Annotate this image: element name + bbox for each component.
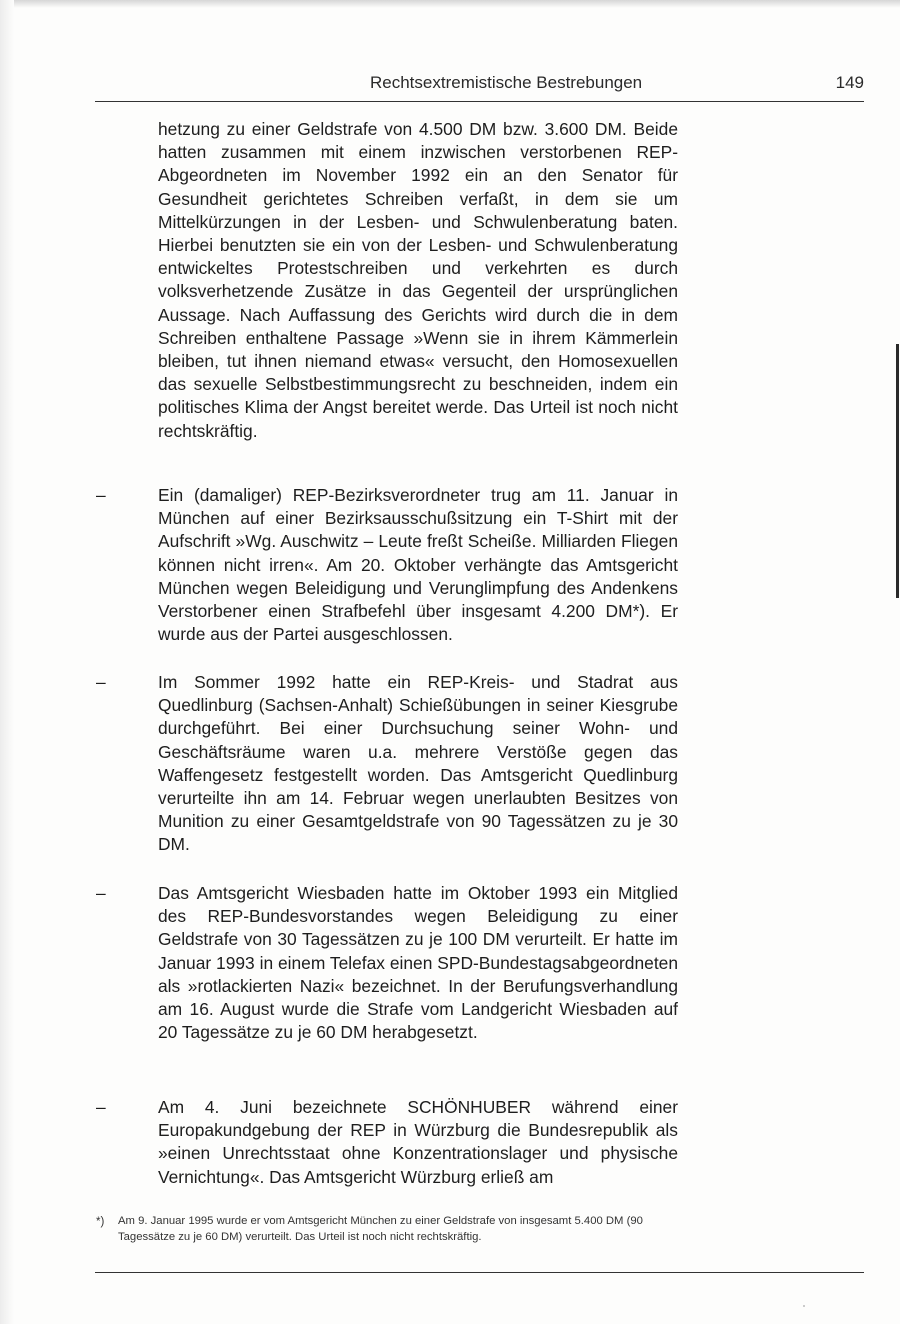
margin-change-bar — [896, 344, 899, 598]
list-dash: – — [96, 883, 106, 903]
running-title: Rechtsextremistische Bestrebungen — [370, 73, 643, 92]
footnote-text: Am 9. Januar 1995 wurde er vom Amtsgericht München zu einer Geldstrafe von insgesamt 5.400 DM (90 Tagessätze zu je 60 DM) verurteilt. Das Urteil ist noch nicht rechtskräftig. — [118, 1215, 643, 1243]
scan-shadow-top — [0, 0, 900, 8]
footer-rule — [95, 1272, 864, 1273]
list-item: Am 4. Juni bezeichnete SCHÖNHUBER während einer Europakundgebung der REP in Würzburg die Bundesrepublik als »einen Unrechtsstaat ohne Konzentrationslager und physische Vernichtung«. Das Amtsgericht Würzburg erließ am — [158, 1097, 678, 1187]
header-rule — [95, 101, 864, 102]
list-item: Im Sommer 1992 hatte ein REP-Kreis- und Stadrat aus Quedlinburg (Sachsen-Anhalt) Schießübungen in seiner Kiesgrube durchgeführt. Bei einer Durchsuchung seiner Wohn- und Geschäftsräume waren u.a. mehrere Verstöße gegen das Waffengesetz festgestellt worden. Das Amtsgericht Quedlinburg verurteilte ihn am 14. Februar wegen unerlaubten Besitzes von Munition zu einer Gesamtgeldstrafe von 90 Tagessätzen zu je 30 DM. — [158, 672, 678, 855]
footnote-marker: *) — [96, 1216, 105, 1228]
scan-speck — [803, 1305, 805, 1307]
list-dash: – — [96, 1097, 106, 1117]
scan-shadow-left — [0, 0, 14, 1324]
paragraph-continuation: hetzung zu einer Geldstrafe von 4.500 DM bzw. 3.600 DM. Beide hatten zusammen mit einem inzwischen verstorbenen REP-Abgeordneten im November 1992 ein an den Senator für Gesundheit gerichtetes Schreiben verfaßt, in dem sie um Mittelkürzungen in der Lesben- und Schwulenberatung baten. Hierbei benutzten sie ein von der Lesben- und Schwulenberatung entwickeltes Protestschreiben und verkehrten es durch volksverhetzende Zusätze in das Gegenteil der ursprünglichen Aussage. Nach Auffassung des Gerichts wird durch die in dem Schreiben enthaltene Passage »Wenn sie in ihrem Kämmerlein bleiben, tut ihnen niemand etwas« versucht, den Homosexuellen das sexuelle Selbstbestimmungsrecht zu beschneiden, indem ein politisches Klima der Angst bereitet werde. Das Urteil ist noch nicht rechtskräftig. — [158, 119, 678, 441]
list-dash: – — [96, 672, 106, 692]
list-item: Das Amtsgericht Wiesbaden hatte im Oktober 1993 ein Mitglied des REP-Bundesvorstandes wegen Beleidigung zu einer Geldstrafe von 30 Tagessätzen zu je 100 DM verurteilt. Er hatte im Januar 1993 in einem Telefax einen SPD-Bundestagsabgeordneten als »rotlackierten Nazi« bezeichnet. In der Berufungsverhandlung am 16. August wurde die Strafe vom Landgericht Wiesbaden auf 20 Tagessätze zu je 60 DM herabgesetzt. — [158, 883, 678, 1043]
list-dash: – — [96, 485, 106, 505]
page-number: 149 — [835, 73, 864, 92]
list-item: Ein (damaliger) REP-Bezirksverordneter trug am 11. Januar in München auf einer Bezirksausschußsitzung ein T-Shirt mit der Aufschrift »Wg. Auschwitz – Leute freßt Scheiße. Milliarden Fliegen können nicht irren«. Am 20. Oktober verhängte das Amtsgericht München wegen Beleidigung und Verunglimpfung des Andenkens Verstorbener einen Strafbefehl über insgesamt 4.200 DM*). Er wurde aus der Partei ausgeschlossen. — [158, 485, 678, 645]
